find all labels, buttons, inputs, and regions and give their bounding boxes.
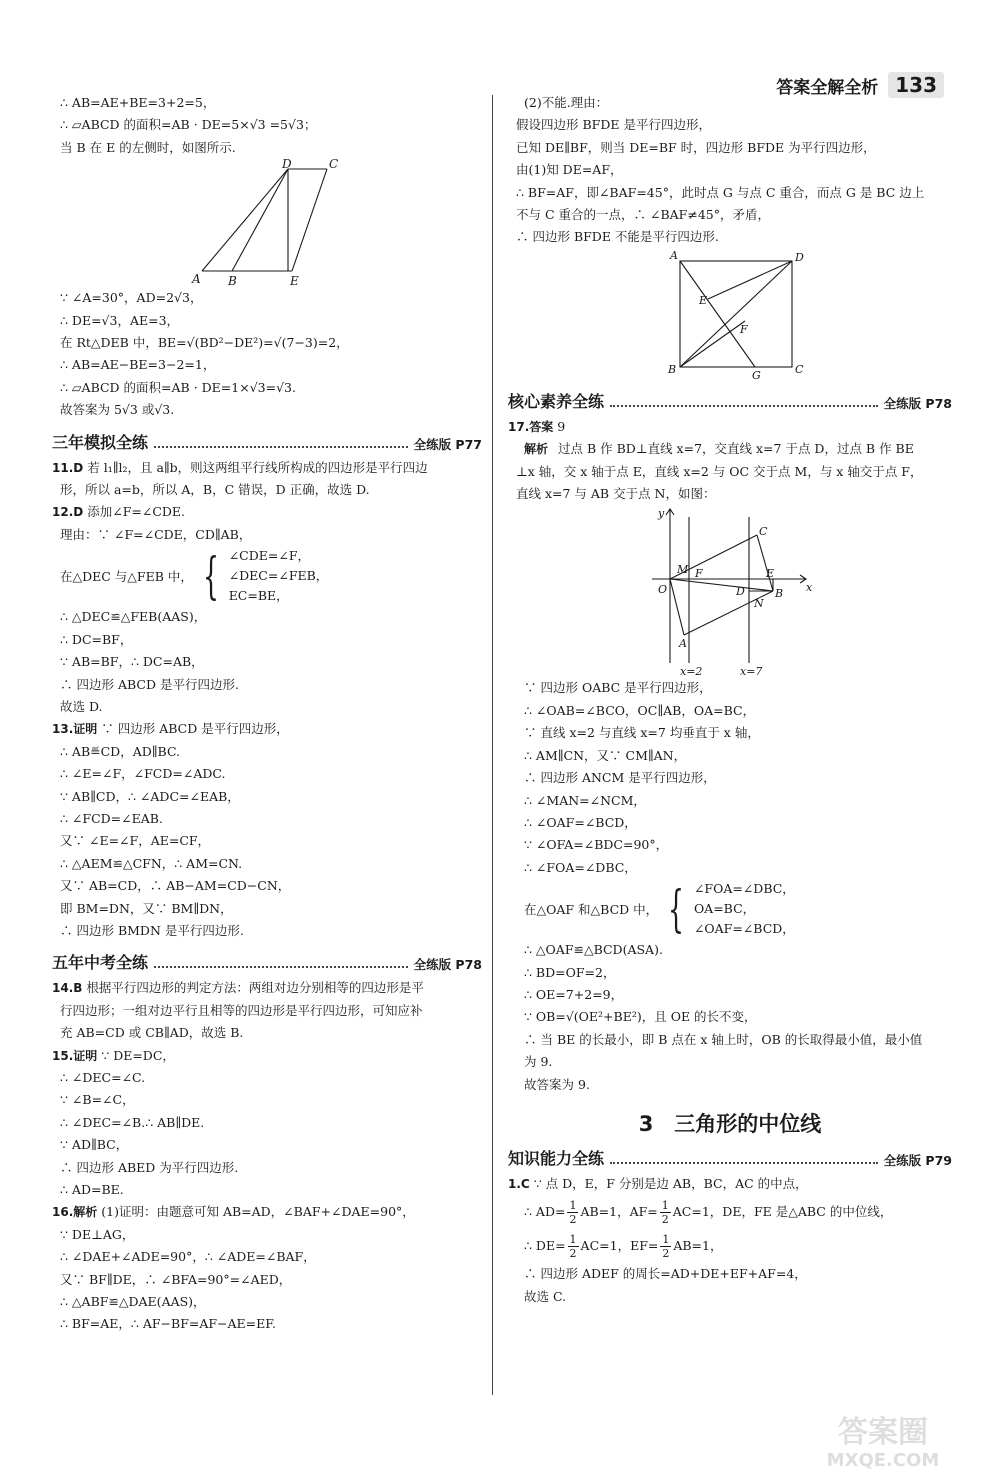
text-line: ∴ ∠OAF=∠BCD， xyxy=(524,814,637,830)
left-column xyxy=(52,92,482,1336)
section-title: 五年中考全练 xyxy=(52,953,149,973)
text-line: ∴ ∠OAB=∠BCO，OC∥AB，OA=BC， xyxy=(524,702,756,718)
text-line: 在 Rt△DEB 中，BE=√(BD²−DE²)=√(7−3)=2， xyxy=(60,335,349,351)
label-a: A xyxy=(670,248,678,262)
text-line: ∴ △AEM≌△CFN，∴ AM=CN. xyxy=(60,855,243,871)
text-line: ∴ ▱ABCD 的面积=AB · DE=1×√3=√3. xyxy=(60,379,296,395)
question-number: 12.D xyxy=(52,505,84,520)
text-line: ∴ 四边形 BFDE 不能是平行四边形. xyxy=(516,229,719,245)
text-line: ∴ 四边形 ABED 为平行四边形. xyxy=(60,1159,239,1175)
text-line: ∴ DC=BF， xyxy=(60,631,133,647)
text-line: 又∵ BF∥DE，∴ ∠BFA=90°=∠AED， xyxy=(60,1271,292,1287)
section-heading xyxy=(508,389,952,412)
text-line: ∴ BD=OF=2， xyxy=(524,964,616,980)
text-line: ∴ ∠DEC=∠B.∴ AB∥DE. xyxy=(60,1114,205,1130)
brace-item: ∠FOA=∠DBC， xyxy=(693,881,795,897)
text-line: ∵ 点 D，E，F 分别是边 AB，BC，AC 的中点， xyxy=(533,1175,808,1191)
text-line: ∴ ▱ABCD 的面积=AB · DE=5×√3 =5√3； xyxy=(60,117,317,133)
text-line: ∵ ∠OFA=∠BDC=90°， xyxy=(524,837,669,853)
text-line: 又∵ AB=CD，∴ AB−AM=CD−CN， xyxy=(60,878,291,894)
text-line: 为 9. xyxy=(524,1054,553,1070)
text-line: ∴ 四边形 ABCD 是平行四边形. xyxy=(60,676,239,692)
label-o: O xyxy=(658,583,668,597)
question-number: 16.解析 xyxy=(52,1205,98,1220)
section-heading xyxy=(52,430,482,453)
text-line: ∴ ∠DAE+∠ADE=90°，∴ ∠ADE=∠BAF， xyxy=(60,1249,316,1265)
section-ref: 全练版 P78 xyxy=(883,395,952,411)
text-line: ∴ AD=BE. xyxy=(60,1182,124,1198)
parallelogram-figure xyxy=(52,159,482,287)
text-line: ∴ ∠MAN=∠NCM， xyxy=(524,792,646,808)
text-line: ∴ 四边形 ANCM 是平行四边形， xyxy=(524,770,716,786)
text-line: ⊥x 轴，交 x 轴于点 E，直线 x=2 与 OC 交于点 M，与 x 轴交于点 F， xyxy=(516,463,923,479)
brace-prefix: 在△DEC 与△FEB 中， xyxy=(60,569,193,585)
label-x2: x=2 xyxy=(680,665,703,678)
brace-block: 在△DEC 与△FEB 中， { ∠CDE=∠F， ∠DEC=∠FEB， EC=BE， xyxy=(60,547,329,606)
brace-item: EC=BE， xyxy=(228,588,289,604)
text-line: ∵ DE⊥AG， xyxy=(60,1226,135,1242)
label-b: B xyxy=(668,362,677,376)
question-number: 14.B xyxy=(52,981,83,996)
section-ref: 全练版 P79 xyxy=(883,1152,952,1168)
label-f: F xyxy=(740,322,748,336)
brace-block: 在△OAF 和△BCD 中， { ∠FOA=∠DBC， OA=BC， ∠OAF=∠BCD， xyxy=(524,880,795,939)
text-line: ∴ 四边形 ADEF 的周长=AD+DE+EF+AF=4， xyxy=(524,1266,807,1282)
text-line: (1)证明：由题意可知 AB=AD，∠BAF+∠DAE=90°， xyxy=(101,1204,415,1220)
page-number: 133 xyxy=(888,72,944,98)
text-line: ∵ AB∥CD，∴ ∠ADC=∠EAB， xyxy=(60,788,240,804)
label-g: G xyxy=(752,368,761,381)
label-b: B xyxy=(775,587,784,601)
text-line: ∴ BF=AE，∴ AF−BF=AF−AE=EF. xyxy=(60,1316,276,1332)
section-title: 知识能力全练 xyxy=(508,1148,605,1168)
section-heading xyxy=(52,950,482,973)
text-line: 故选 C. xyxy=(524,1288,567,1304)
text-line: ∵ AB=BF，∴ DC=AB， xyxy=(60,654,204,670)
label-x7: x=7 xyxy=(740,665,763,678)
text-line: ∵ ∠A=30°，AD=2√3， xyxy=(60,290,203,306)
svg-text:答案圈: 答案圈 xyxy=(838,1415,928,1450)
brace-item: ∠DEC=∠FEB， xyxy=(228,568,329,584)
text-line: (2)不能.理由： xyxy=(524,95,609,110)
label-m: M xyxy=(677,563,689,577)
label-d: D xyxy=(795,250,804,264)
brace-item: ∠CDE=∠F， xyxy=(228,548,310,564)
label-e: E xyxy=(766,567,775,581)
text-line: 故答案为 9. xyxy=(524,1076,590,1092)
square-figure xyxy=(508,249,952,381)
text-line: ∵ DE=DC， xyxy=(101,1047,175,1063)
question-number: 1.C xyxy=(508,1176,530,1191)
brace-item: ∠OAF=∠BCD， xyxy=(693,921,795,937)
header-title: 答案全解全析 xyxy=(776,77,879,98)
text-line: ∵ AD∥BC， xyxy=(60,1137,129,1153)
answer-value: 9 xyxy=(557,418,566,434)
label-n: N xyxy=(754,597,764,611)
text-line: 当 B 在 E 的左侧时，如图所示. xyxy=(60,139,236,155)
text-line: ∴ OE=7+2=9， xyxy=(524,986,624,1002)
text-line: ∵ ∠B=∠C， xyxy=(60,1092,135,1108)
label-f: F xyxy=(695,567,703,581)
fraction-line: ∴ DE= $\frac{1}{2}$ AC=1，EF= $\frac{1}{2}$ AB=1， xyxy=(524,1233,723,1261)
question-number: 17.答案 xyxy=(508,419,554,434)
section-heading xyxy=(508,1146,952,1169)
label-e: E xyxy=(290,274,299,288)
label-c: C xyxy=(329,159,339,172)
label-y: y xyxy=(658,507,665,521)
text-line: 不与 C 重合的一点，∴ ∠BAF≠45°，矛盾， xyxy=(516,207,770,223)
text-line: 已知 DE∥BF，则当 DE=BF 时，四边形 BFDE 为平行四边形， xyxy=(516,139,876,155)
text-line: 理由：∵ ∠F=∠CDE，CD∥AB， xyxy=(60,526,252,542)
label-e: E xyxy=(699,293,708,307)
text-line: ∴ △DEC≌△FEB(AAS)， xyxy=(60,609,207,625)
text-line: ∴ ∠DEC=∠C. xyxy=(60,1070,146,1085)
text-line: 故答案为 5√3 或√3. xyxy=(60,402,175,418)
label-a: A xyxy=(192,272,201,287)
text-line: ∵ 直线 x=2 与直线 x=7 均垂直于 x 轴， xyxy=(524,725,760,741)
text-line: 形，所以 a=b，所以 A，B，C 错误，D 正确，故选 D. xyxy=(60,482,370,498)
svg-text:MXQE.COM: MXQE.COM xyxy=(826,1450,940,1470)
question-number: 13.证明 xyxy=(52,722,98,737)
chapter-title: 3 三角形的中位线 xyxy=(638,1111,822,1136)
brace-item: OA=BC， xyxy=(693,901,756,917)
text-line: ∴ 当 BE 的长最小，即 B 点在 x 轴上时，OB 的长取得最小值，最小值 xyxy=(524,1031,923,1047)
text-line: 充 AB=CD 或 CB∥AD，故选 B. xyxy=(60,1025,244,1041)
coordinate-figure xyxy=(508,505,952,677)
text-line: ∵ OB=√(OE²+BE²)，且 OE 的长不变， xyxy=(524,1009,757,1025)
label-c: C xyxy=(759,525,768,539)
label-d: D xyxy=(282,159,292,172)
text-line: ∴ 四边形 BMDN 是平行四边形. xyxy=(60,922,244,938)
text-line: ∴ AM∥CN，又∵ CM∥AN， xyxy=(524,747,687,763)
text-line: ∴ AB=AE+BE=3+2=5， xyxy=(60,95,216,110)
text-line: 过点 B 作 BD⊥直线 x=7，交直线 x=7 于点 D，过点 B 作 BE xyxy=(558,441,914,457)
label-d: D xyxy=(736,585,745,599)
text-line: 假设四边形 BFDE 是平行四边形， xyxy=(516,117,711,133)
text-line: 故选 D. xyxy=(60,698,103,714)
text-line: ∴ AB=AE−BE=3−2=1， xyxy=(60,357,216,373)
text-line: ∵ 四边形 OABC 是平行四边形， xyxy=(524,680,712,696)
text-line: ∴ BF=AF，即∠BAF=45°，此时点 G 与点 C 重合，而点 G 是 BC 边上 xyxy=(516,184,925,200)
text-line: ∵ 四边形 ABCD 是平行四边形， xyxy=(101,721,289,737)
text-line: 即 BM=DN，又∵ BM∥DN， xyxy=(60,900,233,916)
text-line: 根据平行四边形的判定方法：两组对边分别相等的四边形是平 xyxy=(86,980,424,996)
label-b: B xyxy=(228,274,237,288)
right-column xyxy=(508,92,952,1308)
text-line: 直线 x=7 与 AB 交于点 N，如图： xyxy=(516,486,716,502)
watermark-logo xyxy=(788,1408,978,1470)
fraction-line: ∴ AD= $\frac{1}{2}$ AB=1，AF= $\frac{1}{2}$ AC=1，DE，FE 是△ABC 的中位线， xyxy=(524,1199,893,1227)
text-line: 行四边形；一组对边平行且相等的四边形是平行四边形，可知应补 xyxy=(60,1002,423,1018)
label-c: C xyxy=(795,362,804,376)
text-line: ∴ △OAF≌△BCD(ASA). xyxy=(524,942,663,958)
text-line: ∴ ∠E=∠F，∠FCD=∠ADC. xyxy=(60,766,226,782)
text-line: ∴ DE=√3，AE=3， xyxy=(60,312,180,328)
section-ref: 全练版 P77 xyxy=(413,436,482,452)
analysis-tag: 解析 xyxy=(524,442,549,457)
brace-prefix: 在△OAF 和△BCD 中， xyxy=(524,902,659,918)
question-number: 15.证明 xyxy=(52,1048,98,1063)
text-line: ∴ AB≝CD，AD∥BC. xyxy=(60,743,181,759)
text-line: 若 l₁∥l₂，且 a∥b，则这两组平行线所构成的四边形是平行四边 xyxy=(87,459,428,475)
text-line: 添加∠F=∠CDE. xyxy=(87,504,185,520)
section-title: 核心素养全练 xyxy=(508,391,605,411)
text-line: ∴ ∠FCD=∠EAB. xyxy=(60,810,163,826)
column-divider xyxy=(492,95,493,1395)
text-line: 又∵ ∠E=∠F，AE=CF， xyxy=(60,833,211,849)
text-line: ∴ △ABF≌△DAE(AAS)， xyxy=(60,1294,206,1310)
text-line: ∴ ∠FOA=∠DBC， xyxy=(524,859,637,875)
label-a: A xyxy=(679,637,687,651)
label-x: x xyxy=(806,581,813,595)
text-line: 由(1)知 DE=AF， xyxy=(516,162,623,178)
section-title: 三年模拟全练 xyxy=(52,432,149,452)
section-ref: 全练版 P78 xyxy=(413,957,482,973)
question-number: 11.D xyxy=(52,460,84,475)
